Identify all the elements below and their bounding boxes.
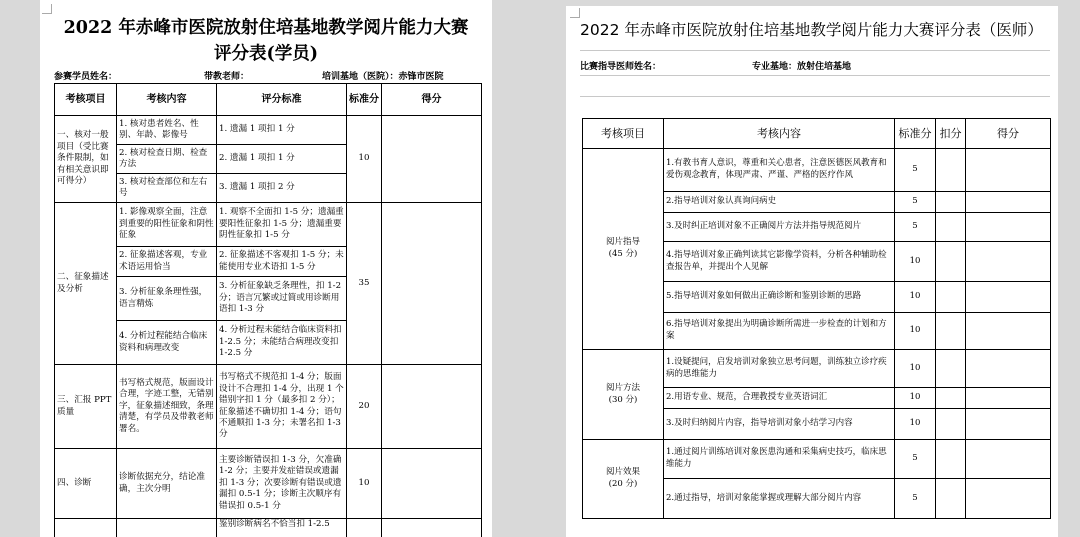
content-cell: 2.通过指导，培训对象能掌握或理解大部分阅片内容 [664,479,895,519]
score-cell: 10 [347,116,382,203]
content-cell: 诊断依据充分，结论准确，主次分明 [117,449,217,519]
deduction-cell[interactable] [936,282,966,313]
score-cell: 5 [895,192,936,213]
content-cell: 3.及时纠正培训对象不正确阅片方法并指导规范阅片 [664,213,895,242]
content-cell: 6.指导培训对象提出为明确诊断所需进一步检查的计划和方案 [664,313,895,350]
content-cell: 3. 分析征象条理性强，语言精炼 [117,277,217,321]
content-cell: 4.指导培训对象正确判读其它影像学资料，分析各种辅助检查报告单，并提出个人见解 [664,242,895,282]
score-cell: 35 [347,203,382,365]
item-reading-method: 阅片方法 (30 分) [583,350,664,440]
earned-score-cell[interactable] [382,203,482,365]
standard-cell: 书写格式不规范扣 1-4 分；版面设计不合理扣 1-4 分，出现 1 个错别字扣 1 分（最多扣 2 分）；征象描述不确切扣 1-4 分；语句不通顺扣 1-3 分；未署名扣 1-3 分 [217,365,347,449]
score-cell: 10 [895,282,936,313]
mentor-score-table [582,118,1051,519]
standard-cell: 2. 遗漏 1 项扣 1 分 [217,145,347,174]
earned-score-cell[interactable] [966,479,1051,519]
header-deduction: 扣分 [936,119,966,149]
content-cell: 2. 征象描述客观，专业术语运用恰当 [117,247,217,277]
score-cell: 5 [895,479,936,519]
standard-cell: 3. 分析征象缺乏条理性，扣 1-2 分；语言冗繁或过简或用诊断用语扣 1-3 分 [217,277,347,321]
deduction-cell[interactable] [936,213,966,242]
teacher-name-label: 带教老师： [204,72,250,82]
header-item: 考核项目 [583,119,664,149]
score-cell: 10 [895,409,936,440]
header-content: 考核内容 [117,84,217,116]
content-cell: 3.及时归纳阅片内容，指导培训对象小结学习内容 [664,409,895,440]
standard-cell: 3. 遗漏 1 项扣 2 分 [217,174,347,203]
earned-score-cell[interactable] [382,116,482,203]
earned-score-cell[interactable] [966,350,1051,388]
deduction-cell[interactable] [936,479,966,519]
participant-name-label: 参赛学员姓名： [54,72,118,82]
standard-cell: 鉴别诊断病名不恰当扣 1-2.5 [217,519,347,537]
deduction-cell[interactable] [936,409,966,440]
score-cell: 10 [895,388,936,409]
header-earned: 得分 [382,84,482,116]
page-corner-mark [570,8,580,18]
content-cell: 2.用语专业、规范，合理教授专业英语词汇 [664,388,895,409]
standard-cell: 4. 分析过程未能结合临床资料扣 1-2.5 分；未能结合病理改变扣 1-2.5 分 [217,321,347,365]
earned-score-cell[interactable] [966,149,1051,192]
score-cell: 5 [895,440,936,479]
earned-score-cell[interactable] [966,213,1051,242]
earned-score-cell[interactable] [382,365,482,449]
score-cell: 10 [347,449,382,519]
item-reading-guidance: 阅片指导 (45 分) [583,149,664,350]
deduction-cell[interactable] [936,242,966,282]
earned-score-cell[interactable] [966,242,1051,282]
content-cell: 4. 分析过程能结合临床资料和病理改变 [117,321,217,365]
earned-score-cell[interactable] [966,192,1051,213]
deduction-cell[interactable] [936,192,966,213]
deduction-cell[interactable] [936,149,966,192]
training-base-label: 培训基地（医院）：赤锋市医院 [322,72,444,82]
student-sheet-title-line1: 2022 年赤峰市医院放射住培基地教学阅片能力大赛 [63,18,469,38]
student-sheet-title-line2: 评分表(学员) [213,44,319,64]
earned-score-cell[interactable] [966,313,1051,350]
content-cell: 1.设疑提问，启发培训对象独立思考问题，训练独立诊疗疾病的思维能力 [664,350,895,388]
content-cell: 1. 影像观察全面，注意到重要的阳性征象和阴性征象 [117,203,217,247]
content-cell: 书写格式规范，版面设计合理，字迹工整，无错别字，征象描述细致，条理清楚，有学员及带教老师署名。 [117,365,217,449]
content-cell: 1.通过阅片训练培训对象医患沟通和采集病史技巧，临床思维能力 [664,440,895,479]
item-sign-analysis: 二、征象描述及分析 [55,203,117,365]
content-cell: 5.指导培训对象如何做出正确诊断和鉴别诊断的思路 [664,282,895,313]
header-standard: 评分标准 [217,84,347,116]
earned-score-cell[interactable] [966,282,1051,313]
item-general-check: 一、核对一般项目（受比赛条件限制，如有相关意识即可得分） [55,116,117,203]
earned-score-cell[interactable] [382,449,482,519]
score-cell: 5 [895,213,936,242]
content-cell [117,519,217,537]
header-earned: 得分 [966,119,1051,149]
standard-cell: 2. 征象描述不客观扣 1-5 分；未能使用专业术语扣 1-5 分 [217,247,347,277]
mentor-score-sheet-page [566,6,1058,537]
standard-cell: 主要诊断错误扣 1-3 分，欠准确 1-2 分；主要并发症错误或遗漏扣 1-3 分；次要诊断有错误或遗漏扣 0.5-1 分；诊断主次顺序有错误扣 0.5-1 分 [217,449,347,519]
mentor-sheet-title: 2022 年赤峰市医院放射住培基地教学阅片能力大赛评分表（医师） [580,21,1043,39]
student-score-sheet-page [40,0,492,537]
earned-score-cell[interactable] [966,440,1051,479]
deduction-cell[interactable] [936,388,966,409]
score-cell: 10 [895,242,936,282]
item-ppt-quality: 三、汇报 PPT 质量 [55,365,117,449]
content-cell: 2. 核对检查日期、检查方法 [117,145,217,174]
deduction-cell[interactable] [936,313,966,350]
deduction-cell[interactable] [936,440,966,479]
student-score-table [54,83,482,537]
content-cell: 1. 核对患者姓名、性别、年龄、影像号 [117,116,217,145]
specialty-base-label: 专业基地：放射住培基地 [752,62,852,72]
content-cell: 3. 核对检查部位和左右号 [117,174,217,203]
divider-line [580,50,1050,51]
item-diagnosis: 四、诊断 [55,449,117,519]
standard-cell: 1. 观察不全面扣 1-5 分；遗漏重要阳性征象扣 1-5 分；遗漏重要阴性征象扣 1-5 分 [217,203,347,247]
header-score: 标准分 [347,84,382,116]
score-cell: 20 [347,365,382,449]
earned-score-cell[interactable] [382,519,482,537]
earned-score-cell[interactable] [966,388,1051,409]
earned-score-cell[interactable] [966,409,1051,440]
score-cell: 10 [895,350,936,388]
header-content: 考核内容 [664,119,895,149]
deduction-cell[interactable] [936,350,966,388]
divider-line [580,75,1050,76]
score-cell: 10 [895,313,936,350]
header-item: 考核项目 [55,84,117,116]
content-cell: 1.有教书育人意识，尊重和关心患者，注意医德医风教育和爱伤观念教育，体现严肃、严谨、严格的医疗作风 [664,149,895,192]
mentor-name-label: 比赛指导医师姓名： [580,62,662,72]
standard-cell: 1. 遗漏 1 项扣 1 分 [217,116,347,145]
header-score: 标准分 [895,119,936,149]
page-corner-mark [42,4,52,14]
score-cell [347,519,382,537]
item-reading-effect: 阅片效果 (20 分) [583,440,664,519]
item-cell [55,519,117,537]
content-cell: 2.指导培训对象认真询问病史 [664,192,895,213]
score-cell: 5 [895,149,936,192]
divider-line [580,96,1050,97]
